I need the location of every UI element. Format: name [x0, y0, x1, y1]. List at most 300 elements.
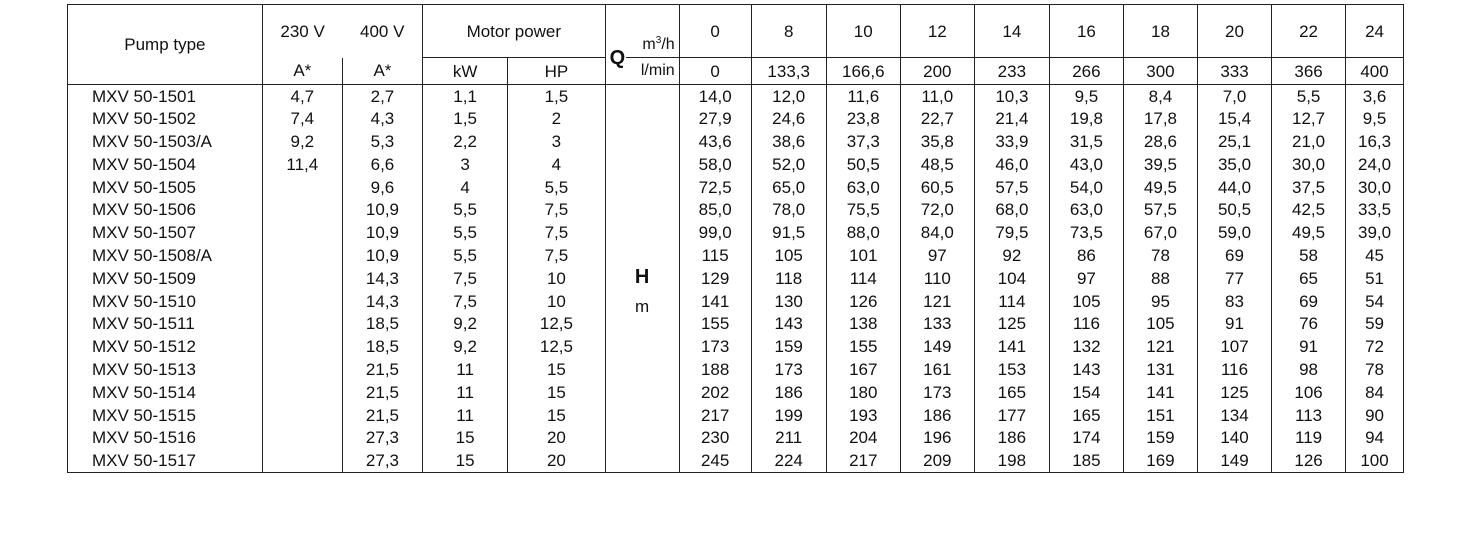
pump-type-cell: MXV 50-1504	[68, 153, 263, 176]
head-value-cell: 46,0	[974, 153, 1049, 176]
head-value-cell: 83	[1197, 290, 1271, 313]
hp-cell: 15	[508, 381, 605, 404]
head-value-cell: 133	[900, 312, 974, 335]
head-value-cell: 15,4	[1197, 107, 1271, 130]
head-value-cell: 77	[1197, 267, 1271, 290]
flow-m3h-9: 24	[1346, 5, 1404, 58]
table-row	[68, 449, 1404, 472]
current-230-cell	[262, 198, 342, 221]
head-value-cell: 180	[826, 381, 900, 404]
head-value-cell: 202	[679, 381, 751, 404]
kw-cell: 1,5	[423, 107, 508, 130]
head-value-cell: 54	[1346, 290, 1404, 313]
kw-cell: 9,2	[423, 335, 508, 358]
head-value-cell: 50,5	[1197, 198, 1271, 221]
table-row	[68, 244, 1404, 267]
flow-m3h-3: 12	[900, 5, 974, 58]
current-400-cell: 14,3	[342, 267, 422, 290]
head-value-cell: 177	[974, 404, 1049, 427]
hp-cell: 12,5	[508, 335, 605, 358]
current-400-cell: 14,3	[342, 290, 422, 313]
head-value-cell: 126	[826, 290, 900, 313]
head-value-cell: 9,5	[1346, 107, 1404, 130]
head-value-cell: 115	[679, 244, 751, 267]
head-value-cell: 79,5	[974, 221, 1049, 244]
head-value-cell: 11,0	[900, 85, 974, 108]
flow-m3h-8: 22	[1272, 5, 1346, 58]
pump-type-cell: MXV 50-1512	[68, 335, 263, 358]
head-value-cell: 42,5	[1272, 198, 1346, 221]
kw-cell: 15	[423, 426, 508, 449]
pump-type-cell: MXV 50-1507	[68, 221, 263, 244]
head-value-cell: 130	[751, 290, 826, 313]
head-value-cell: 159	[1123, 426, 1197, 449]
head-value-cell: 149	[900, 335, 974, 358]
current-230-cell	[262, 290, 342, 313]
flow-m3h-0: 0	[679, 5, 751, 58]
pump-type-cell: MXV 50-1513	[68, 358, 263, 381]
head-value-cell: 155	[679, 312, 751, 335]
head-value-cell: 12,0	[751, 85, 826, 108]
head-value-cell: 72	[1346, 335, 1404, 358]
table-row	[68, 221, 1404, 244]
head-value-cell: 16,3	[1346, 130, 1404, 153]
hp-cell: 20	[508, 426, 605, 449]
head-value-cell: 24,0	[1346, 153, 1404, 176]
head-value-cell: 204	[826, 426, 900, 449]
head-value-cell: 167	[826, 358, 900, 381]
head-value-cell: 91	[1197, 312, 1271, 335]
head-value-cell: 8,4	[1123, 85, 1197, 108]
head-value-cell: 121	[1123, 335, 1197, 358]
head-value-cell: 3,6	[1346, 85, 1404, 108]
flow-m3h-5: 16	[1049, 5, 1123, 58]
head-value-cell: 85,0	[679, 198, 751, 221]
flow-symbol: Q	[609, 47, 626, 69]
current-400-cell: 10,9	[342, 221, 422, 244]
kw-cell: 11	[423, 404, 508, 427]
head-value-cell: 106	[1272, 381, 1346, 404]
head-value-cell: 23,8	[826, 107, 900, 130]
pump-performance-table	[67, 4, 1404, 473]
head-value-cell: 17,8	[1123, 107, 1197, 130]
head-value-cell: 105	[751, 244, 826, 267]
head-value-cell: 116	[1049, 312, 1123, 335]
flow-m3h-1: 8	[751, 5, 826, 58]
hp-cell: 4	[508, 153, 605, 176]
head-value-cell: 10,3	[974, 85, 1049, 108]
head-value-cell: 134	[1197, 404, 1271, 427]
head-value-cell: 114	[826, 267, 900, 290]
kw-cell: 5,5	[423, 244, 508, 267]
table-row	[68, 290, 1404, 313]
current-230-cell	[262, 244, 342, 267]
current-400-cell: 27,3	[342, 426, 422, 449]
head-value-cell: 38,6	[751, 130, 826, 153]
hp-cell: 7,5	[508, 198, 605, 221]
head-value-cell: 193	[826, 404, 900, 427]
flow-lmin-0: 0	[679, 58, 751, 85]
table-row	[68, 335, 1404, 358]
current-230-cell	[262, 221, 342, 244]
head-value-cell: 196	[900, 426, 974, 449]
head-value-cell: 69	[1272, 290, 1346, 313]
head-value-cell: 143	[1049, 358, 1123, 381]
pump-type-cell: MXV 50-1505	[68, 176, 263, 199]
head-value-cell: 141	[679, 290, 751, 313]
current-400-cell: 6,6	[342, 153, 422, 176]
head-value-cell: 9,5	[1049, 85, 1123, 108]
head-value-cell: 224	[751, 449, 826, 472]
flow-rate-header	[605, 5, 679, 85]
head-value-cell: 125	[974, 312, 1049, 335]
head-value-cell: 52,0	[751, 153, 826, 176]
current-400-cell: 21,5	[342, 358, 422, 381]
current-400-cell: 10,9	[342, 244, 422, 267]
current-230-cell	[262, 176, 342, 199]
table-row	[68, 404, 1404, 427]
head-value-cell: 37,5	[1272, 176, 1346, 199]
head-value-cell: 60,5	[900, 176, 974, 199]
head-value-cell: 99,0	[679, 221, 751, 244]
head-value-cell: 39,5	[1123, 153, 1197, 176]
head-value-cell: 97	[1049, 267, 1123, 290]
head-value-cell: 188	[679, 358, 751, 381]
kw-cell: 11	[423, 358, 508, 381]
head-value-cell: 155	[826, 335, 900, 358]
kw-cell: 5,5	[423, 221, 508, 244]
flow-lmin-2: 166,6	[826, 58, 900, 85]
head-unit: m	[635, 297, 650, 316]
head-value-cell: 98	[1272, 358, 1346, 381]
head-value-cell: 59	[1346, 312, 1404, 335]
current-230-cell	[262, 312, 342, 335]
pump-type-cell: MXV 50-1502	[68, 107, 263, 130]
head-value-cell: 141	[1123, 381, 1197, 404]
current-230-unit: A*	[262, 58, 342, 85]
head-value-cell: 138	[826, 312, 900, 335]
table-row	[68, 312, 1404, 335]
flow-lmin-4: 233	[974, 58, 1049, 85]
current-230-cell: 4,7	[262, 85, 342, 108]
head-value-cell: 105	[1123, 312, 1197, 335]
head-value-cell: 49,5	[1272, 221, 1346, 244]
head-value-cell: 209	[900, 449, 974, 472]
table-row	[68, 130, 1404, 153]
head-value-cell: 63,0	[1049, 198, 1123, 221]
head-value-cell: 129	[679, 267, 751, 290]
current-400-cell: 9,6	[342, 176, 422, 199]
head-label-cell	[605, 85, 679, 473]
flow-lmin-1: 133,3	[751, 58, 826, 85]
head-value-cell: 50,5	[826, 153, 900, 176]
head-value-cell: 75,5	[826, 198, 900, 221]
current-230-cell	[262, 335, 342, 358]
current-400-cell: 27,3	[342, 449, 422, 472]
head-value-cell: 118	[751, 267, 826, 290]
flow-unit-divider	[626, 57, 679, 58]
pump-type-cell: MXV 50-1514	[68, 381, 263, 404]
head-value-cell: 39,0	[1346, 221, 1404, 244]
kw-cell: 11	[423, 381, 508, 404]
table-row	[68, 107, 1404, 130]
flow-unit-m3h-suffix: /h	[661, 36, 675, 53]
pump-type-cell: MXV 50-1515	[68, 404, 263, 427]
head-value-cell: 44,0	[1197, 176, 1271, 199]
head-value-cell: 140	[1197, 426, 1271, 449]
hp-cell: 10	[508, 290, 605, 313]
head-value-cell: 165	[974, 381, 1049, 404]
head-value-cell: 86	[1049, 244, 1123, 267]
head-value-cell: 113	[1272, 404, 1346, 427]
hp-cell: 7,5	[508, 221, 605, 244]
table-body	[68, 85, 1404, 473]
pump-type-header: Pump type	[68, 5, 263, 85]
flow-m3h-2: 10	[826, 5, 900, 58]
head-value-cell: 217	[679, 404, 751, 427]
current-400-cell: 2,7	[342, 85, 422, 108]
head-value-cell: 30,0	[1272, 153, 1346, 176]
current-230-cell	[262, 358, 342, 381]
current-230-cell	[262, 426, 342, 449]
head-value-cell: 121	[900, 290, 974, 313]
current-400-unit: A*	[342, 58, 422, 85]
head-value-cell: 230	[679, 426, 751, 449]
head-value-cell: 35,0	[1197, 153, 1271, 176]
head-value-cell: 84,0	[900, 221, 974, 244]
head-value-cell: 91,5	[751, 221, 826, 244]
pump-type-cell: MXV 50-1517	[68, 449, 263, 472]
head-value-cell: 21,0	[1272, 130, 1346, 153]
kw-cell: 9,2	[423, 312, 508, 335]
head-value-cell: 159	[751, 335, 826, 358]
pump-type-cell: MXV 50-1508/A	[68, 244, 263, 267]
head-value-cell: 88	[1123, 267, 1197, 290]
head-value-cell: 217	[826, 449, 900, 472]
head-value-cell: 19,8	[1049, 107, 1123, 130]
table-row	[68, 85, 1404, 108]
flow-lmin-6: 300	[1123, 58, 1197, 85]
head-value-cell: 72,5	[679, 176, 751, 199]
flow-m3h-7: 20	[1197, 5, 1271, 58]
current-230-cell	[262, 381, 342, 404]
flow-lmin-8: 366	[1272, 58, 1346, 85]
head-value-cell: 33,9	[974, 130, 1049, 153]
head-value-cell: 33,5	[1346, 198, 1404, 221]
head-value-cell: 30,0	[1346, 176, 1404, 199]
hp-cell: 12,5	[508, 312, 605, 335]
head-value-cell: 245	[679, 449, 751, 472]
flow-lmin-7: 333	[1197, 58, 1271, 85]
head-value-cell: 186	[974, 426, 1049, 449]
head-value-cell: 73,5	[1049, 221, 1123, 244]
kw-cell: 2,2	[423, 130, 508, 153]
head-value-cell: 101	[826, 244, 900, 267]
table-row	[68, 358, 1404, 381]
head-value-cell: 65,0	[751, 176, 826, 199]
head-value-cell: 94	[1346, 426, 1404, 449]
kw-cell: 5,5	[423, 198, 508, 221]
head-value-cell: 141	[974, 335, 1049, 358]
hp-cell: 2	[508, 107, 605, 130]
kw-cell: 7,5	[423, 267, 508, 290]
head-value-cell: 35,8	[900, 130, 974, 153]
head-value-cell: 151	[1123, 404, 1197, 427]
current-230-cell	[262, 404, 342, 427]
head-value-cell: 149	[1197, 449, 1271, 472]
hp-cell: 3	[508, 130, 605, 153]
head-value-cell: 78	[1123, 244, 1197, 267]
current-400-cell: 18,5	[342, 312, 422, 335]
current-230-cell: 9,2	[262, 130, 342, 153]
table-row	[68, 198, 1404, 221]
head-value-cell: 110	[900, 267, 974, 290]
kw-cell: 15	[423, 449, 508, 472]
head-value-cell: 63,0	[826, 176, 900, 199]
head-value-cell: 131	[1123, 358, 1197, 381]
flow-unit-m3h	[642, 36, 674, 53]
current-400-cell: 4,3	[342, 107, 422, 130]
pump-type-cell: MXV 50-1503/A	[68, 130, 263, 153]
head-value-cell: 104	[974, 267, 1049, 290]
head-value-cell: 11,6	[826, 85, 900, 108]
head-value-cell: 105	[1049, 290, 1123, 313]
head-value-cell: 49,5	[1123, 176, 1197, 199]
head-value-cell: 116	[1197, 358, 1271, 381]
head-value-cell: 21,4	[974, 107, 1049, 130]
head-symbol: H	[634, 266, 650, 288]
head-value-cell: 59,0	[1197, 221, 1271, 244]
hp-cell: 15	[508, 358, 605, 381]
head-value-cell: 58,0	[679, 153, 751, 176]
head-value-cell: 65	[1272, 267, 1346, 290]
pump-type-cell: MXV 50-1511	[68, 312, 263, 335]
head-value-cell: 185	[1049, 449, 1123, 472]
table-row	[68, 381, 1404, 404]
kw-unit: kW	[423, 58, 508, 85]
hp-cell: 7,5	[508, 244, 605, 267]
head-value-cell: 174	[1049, 426, 1123, 449]
table-row	[68, 267, 1404, 290]
voltage-230-header: 230 V	[262, 5, 342, 58]
head-value-cell: 186	[751, 381, 826, 404]
head-value-cell: 90	[1346, 404, 1404, 427]
kw-cell: 4	[423, 176, 508, 199]
head-value-cell: 57,5	[1123, 198, 1197, 221]
head-value-cell: 153	[974, 358, 1049, 381]
head-value-cell: 67,0	[1123, 221, 1197, 244]
table-row	[68, 426, 1404, 449]
hp-cell: 1,5	[508, 85, 605, 108]
head-value-cell: 114	[974, 290, 1049, 313]
hp-cell: 20	[508, 449, 605, 472]
current-230-cell: 11,4	[262, 153, 342, 176]
flow-lmin-5: 266	[1049, 58, 1123, 85]
head-value-cell: 84	[1346, 381, 1404, 404]
flow-unit-lmin: l/min	[640, 62, 675, 79]
head-value-cell: 43,6	[679, 130, 751, 153]
current-400-cell: 18,5	[342, 335, 422, 358]
head-value-cell: 169	[1123, 449, 1197, 472]
head-value-cell: 12,7	[1272, 107, 1346, 130]
head-value-cell: 72,0	[900, 198, 974, 221]
head-value-cell: 97	[900, 244, 974, 267]
pump-type-cell: MXV 50-1510	[68, 290, 263, 313]
voltage-400-header: 400 V	[342, 5, 422, 58]
pump-type-cell: MXV 50-1506	[68, 198, 263, 221]
head-value-cell: 5,5	[1272, 85, 1346, 108]
head-value-cell: 69	[1197, 244, 1271, 267]
head-value-cell: 43,0	[1049, 153, 1123, 176]
pump-type-cell: MXV 50-1516	[68, 426, 263, 449]
hp-cell: 5,5	[508, 176, 605, 199]
head-value-cell: 165	[1049, 404, 1123, 427]
flow-m3h-4: 14	[974, 5, 1049, 58]
header-row-top	[68, 5, 1404, 58]
head-value-cell: 48,5	[900, 153, 974, 176]
head-value-cell: 211	[751, 426, 826, 449]
flow-unit-m3h-prefix: m	[642, 36, 656, 53]
head-value-cell: 45	[1346, 244, 1404, 267]
head-value-cell: 186	[900, 404, 974, 427]
table-row	[68, 153, 1404, 176]
current-230-cell	[262, 449, 342, 472]
table-row	[68, 176, 1404, 199]
head-value-cell: 107	[1197, 335, 1271, 358]
header-row-bottom	[68, 58, 1404, 85]
kw-cell: 3	[423, 153, 508, 176]
head-value-cell: 154	[1049, 381, 1123, 404]
head-value-cell: 31,5	[1049, 130, 1123, 153]
head-value-cell: 91	[1272, 335, 1346, 358]
head-value-cell: 54,0	[1049, 176, 1123, 199]
head-value-cell: 100	[1346, 449, 1404, 472]
pump-type-cell: MXV 50-1509	[68, 267, 263, 290]
current-230-cell: 7,4	[262, 107, 342, 130]
head-value-cell: 125	[1197, 381, 1271, 404]
head-value-cell: 28,6	[1123, 130, 1197, 153]
head-value-cell: 37,3	[826, 130, 900, 153]
head-value-cell: 76	[1272, 312, 1346, 335]
head-value-cell: 14,0	[679, 85, 751, 108]
flow-lmin-9: 400	[1346, 58, 1404, 85]
current-230-cell	[262, 267, 342, 290]
head-value-cell: 92	[974, 244, 1049, 267]
head-value-cell: 78,0	[751, 198, 826, 221]
hp-cell: 15	[508, 404, 605, 427]
head-value-cell: 173	[679, 335, 751, 358]
head-value-cell: 173	[751, 358, 826, 381]
current-400-cell: 10,9	[342, 198, 422, 221]
head-value-cell: 126	[1272, 449, 1346, 472]
head-value-cell: 51	[1346, 267, 1404, 290]
head-value-cell: 199	[751, 404, 826, 427]
head-value-cell: 27,9	[679, 107, 751, 130]
head-value-cell: 22,7	[900, 107, 974, 130]
current-400-cell: 5,3	[342, 130, 422, 153]
head-value-cell: 58	[1272, 244, 1346, 267]
head-value-cell: 57,5	[974, 176, 1049, 199]
head-value-cell: 95	[1123, 290, 1197, 313]
hp-cell: 10	[508, 267, 605, 290]
hp-unit: HP	[508, 58, 605, 85]
head-value-cell: 198	[974, 449, 1049, 472]
current-400-cell: 21,5	[342, 404, 422, 427]
kw-cell: 7,5	[423, 290, 508, 313]
flow-unit-m3h-sup: 3	[655, 35, 662, 46]
table-header	[68, 5, 1404, 85]
head-value-cell: 119	[1272, 426, 1346, 449]
